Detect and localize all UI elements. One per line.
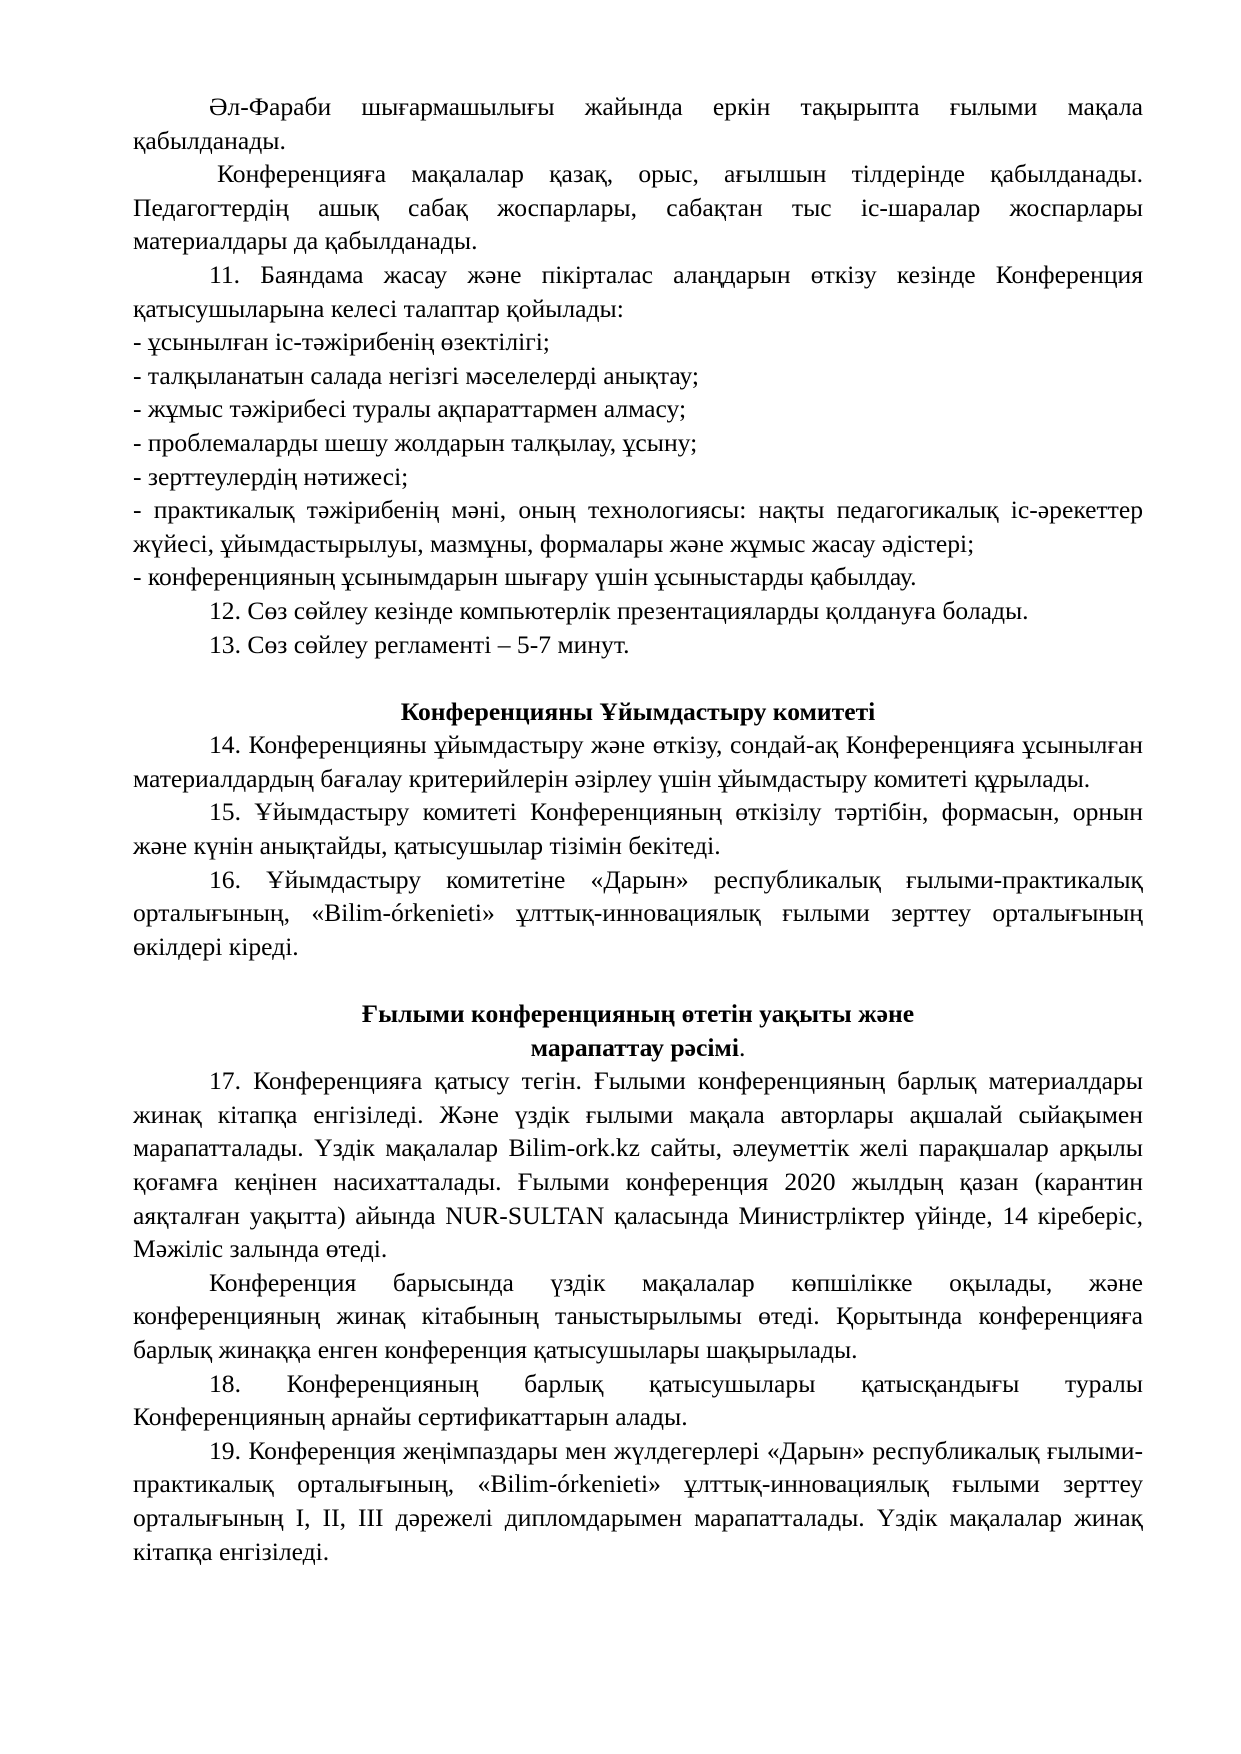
item-12: 12. Сөз сөйлеу кезінде компьютерлік презентацияларды қолдануға болады.	[209, 595, 1029, 625]
item-15: 15. Ұйымдастыру комитеті Конференцияның өткізілу тәртібін, формасын, орнын және күнін анықтайды, қатысушылар тізімін бекітеді.	[133, 797, 1143, 861]
item-17: 17. Конференцияға қатысу тегін. Ғылыми конференцияның барлық материалдары жинақ кітапқа енгізіледі. Және үздік ғылыми мақала авторлары ақшалай сыйақымен марапатталады. Үздік мақалалар Bilim-ork.kz сайты, әлеуметтік желі парақшалар арқылы қоғамға кеңінен насихатталады. Ғылыми конференция 2020 жылдың қазан (карантин аяқталған уақытта) айында NUR-SULTAN қаласында Министрліктер үйінде, 14 кіреберіс, Мәжіліс залында өтеді.	[133, 1066, 1143, 1264]
list-item: - конференцияның ұсынымдарын шығару үшін ұсыныстарды қабылдау.	[133, 562, 917, 592]
list-item: - талқыланатын салада негізгі мәселелерді анықтау;	[133, 360, 700, 390]
requirements-list	[133, 325, 1143, 594]
time-heading-period: .	[738, 1032, 746, 1062]
spacer	[133, 661, 1143, 695]
document-page	[133, 90, 1143, 1568]
item-14: 14. Конференцияны ұйымдастыру және өткізу, сондай-ақ Конференцияға ұсынылған материалдардың бағалау критерийлерін әзірлеу үшін ұйымдастыру комитеті құрылады.	[133, 730, 1143, 793]
item-16: 16. Ұйымдастыру комитетіне «Дарын» республикалық ғылыми-практикалық орталығының, «Bilim-órkenieti» ұлттық-инновациялық ғылыми зерттеу орталығының өкілдері кіреді.	[133, 864, 1143, 961]
time-heading-text: марапаттау рәсімі	[530, 1032, 739, 1062]
intro-paragraph-1: Әл-Фараби шығармашылығы жайында еркін тақырыпта ғылыми мақала қабылданады.	[133, 92, 1143, 155]
list-item: - проблемаларды шешу жолдарын талқылау, ұсыну;	[133, 427, 698, 457]
committee-heading: Конференцияны Ұйымдастыру комитеті	[400, 696, 876, 726]
item-17-continued: Конференция барысында үздік мақалалар көпшілікке оқылады, және конференцияның жинақ кітабының таныстырылымы өтеді. Қорытында конференцияға барлық жинаққа енген конференция қатысушылары шақырылады.	[133, 1267, 1143, 1364]
intro-paragraph-2: Конференцияға мақалалар қазақ, орыс, ағылшын тілдерінде қабылданады. Педагогтердің ашық сабақ жоспарлары, сабақтан тыс іс-шаралар жоспарлары материалдары да қабылданады.	[133, 159, 1143, 256]
item-18: 18. Конференцияның барлық қатысушылары қатысқандығы туралы Конференцияның арнайы сертификаттарын алады.	[133, 1368, 1143, 1432]
time-heading-line-1: Ғылыми конференцияның өтетін уақыты және	[361, 999, 915, 1029]
item-19: 19. Конференция жеңімпаздары мен жүлдегерлері «Дарын» республикалық ғылыми-практикалық орталығының, «Bilim-órkenieti» ұлттық-инновациялық ғылыми зерттеу орталығының I, II, III дәрежелі дипломдарымен марапатталады. Үздік мақалалар жинақ кітапқа енгізіледі.	[133, 1435, 1143, 1566]
spacer	[133, 963, 1143, 997]
list-item: - жұмыс тәжірибесі туралы ақпараттармен алмасу;	[133, 394, 687, 424]
list-item: - практикалық тәжірибенің мәні, оның технологиясы: нақты педагогикалық іс-әрекеттер жүйесі, ұйымдастырылуы, мазмұны, формалары және жұмыс жасау әдістері;	[133, 495, 1143, 558]
list-item: - зерттеулердің нәтижесі;	[133, 461, 409, 491]
time-heading-line-2	[133, 1031, 1143, 1065]
item-11: 11. Баяндама жасау және пікірталас алаңдарын өткізу кезінде Конференция қатысушыларына келесі талаптар қойылады:	[133, 259, 1143, 323]
list-item: - ұсынылған іс-тәжірибенің өзектілігі;	[133, 327, 550, 357]
item-13: 13. Сөз сөйлеу регламенті – 5-7 минут.	[209, 629, 630, 659]
